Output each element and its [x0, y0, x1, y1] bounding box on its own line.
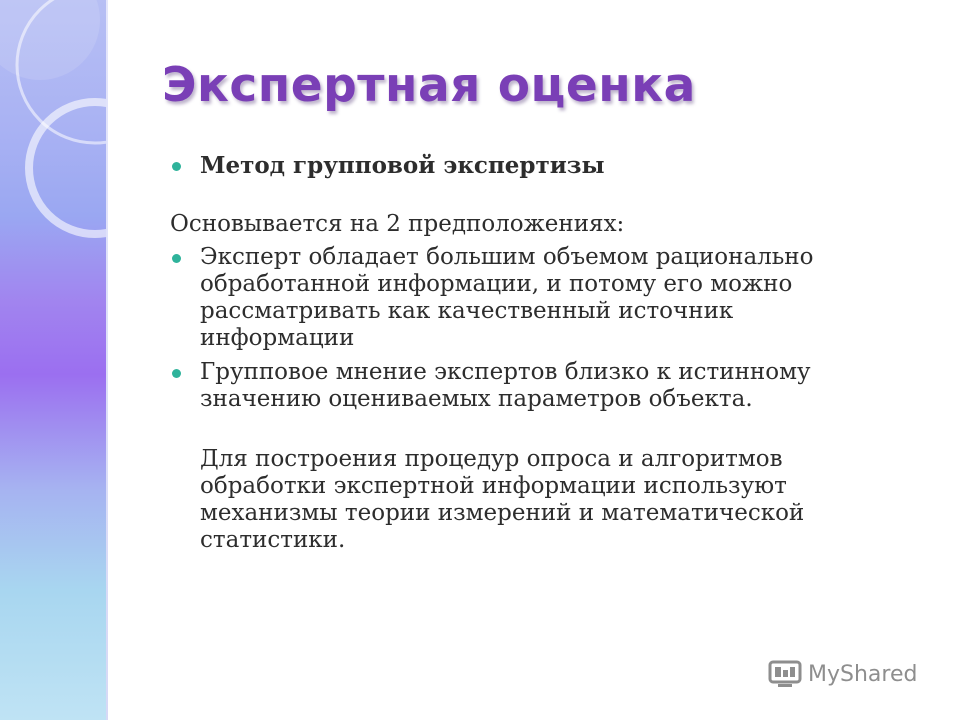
- assumption-bullet-2: Групповое мнение экспертов близко к истинному значению оцениваемых параметров объекта.: [170, 359, 890, 413]
- intro-text: Основывается на 2 предположениях:: [170, 211, 625, 237]
- slide-title: Экспертная оценка: [162, 58, 696, 113]
- watermark-text: MyShared: [808, 661, 918, 687]
- assumption-bullet-1: Эксперт обладает большим объемом рационально обработанной информации, и потому его можно рассматривать как качественный источник информации: [170, 244, 890, 352]
- note-paragraph: Для построения процедур опроса и алгоритмов обработки экспертной информации используют механизмы теории измерений и математической статистики.: [200, 446, 805, 553]
- slide-body: [170, 152, 890, 554]
- decorative-circles: [0, 0, 106, 720]
- band-divider: [106, 0, 108, 720]
- myshared-watermark: [768, 657, 917, 691]
- method-bullet: Метод групповой экспертизы: [170, 152, 890, 179]
- myshared-logo-icon: [768, 658, 802, 690]
- decorative-circle-soft: [0, 0, 100, 80]
- decorative-side-band: [0, 0, 106, 720]
